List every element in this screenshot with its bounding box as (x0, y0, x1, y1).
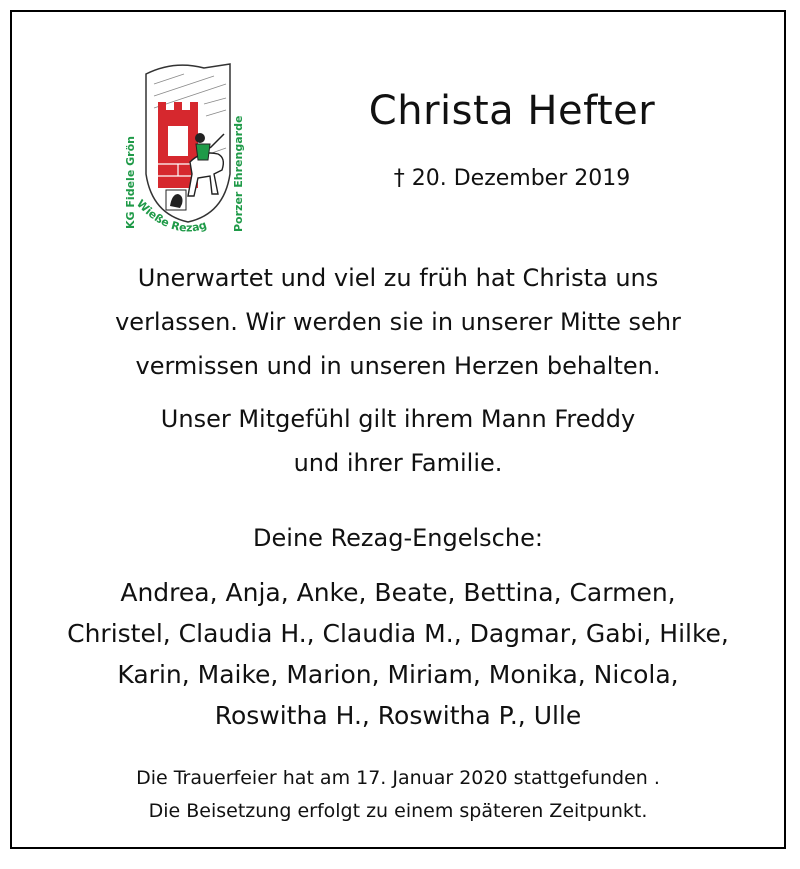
crest-text-bottom: Wieße Rezag (134, 197, 209, 235)
sympathy-paragraph (12, 397, 784, 485)
svg-text:Porzer Ehrengarde (232, 116, 245, 232)
date-of-death: † 20. Dezember 2019 (393, 166, 631, 191)
footer-line: Die Trauerfeier hat am 17. Januar 2020 stattgefunden . (136, 767, 660, 789)
names-line: Roswitha H., Roswitha P., Ulle (214, 701, 582, 730)
deceased-name: Christa Hefter (368, 88, 656, 134)
message-line: verlassen. Wir werden sie in unserer Mitte sehr (115, 308, 681, 336)
crest-text-left: KG Fidele Grön (124, 135, 137, 229)
names-line: Christel, Claudia H., Claudia M., Dagmar, Gabi, Hilke, (67, 619, 729, 648)
signature-heading: Deine Rezag-Engelsche: (253, 524, 543, 552)
message-line: Unerwartet und viel zu früh hat Christa uns (137, 264, 659, 292)
signatory-names (12, 572, 784, 736)
names-line: Karin, Maike, Marion, Miriam, Monika, Nicola, (117, 660, 679, 689)
club-crest-logo (114, 54, 262, 240)
footer-line: Die Beisetzung erfolgt zu einem späteren Zeitpunkt. (148, 800, 648, 822)
obituary-notice (10, 10, 786, 849)
svg-text:KG Fidele Grön (124, 136, 137, 229)
crest-text-right: Porzer Ehrengarde (232, 115, 245, 232)
sympathy-line: Unser Mitgefühl gilt ihrem Mann Freddy (160, 405, 636, 433)
names-line: Andrea, Anja, Anke, Beate, Bettina, Carmen, (120, 578, 676, 607)
message-line: vermissen und in unseren Herzen behalten. (135, 352, 661, 380)
message-paragraph (12, 256, 784, 388)
sympathy-line: und ihrer Familie. (293, 449, 503, 477)
lion-icon (166, 190, 186, 210)
funeral-info (12, 762, 784, 828)
